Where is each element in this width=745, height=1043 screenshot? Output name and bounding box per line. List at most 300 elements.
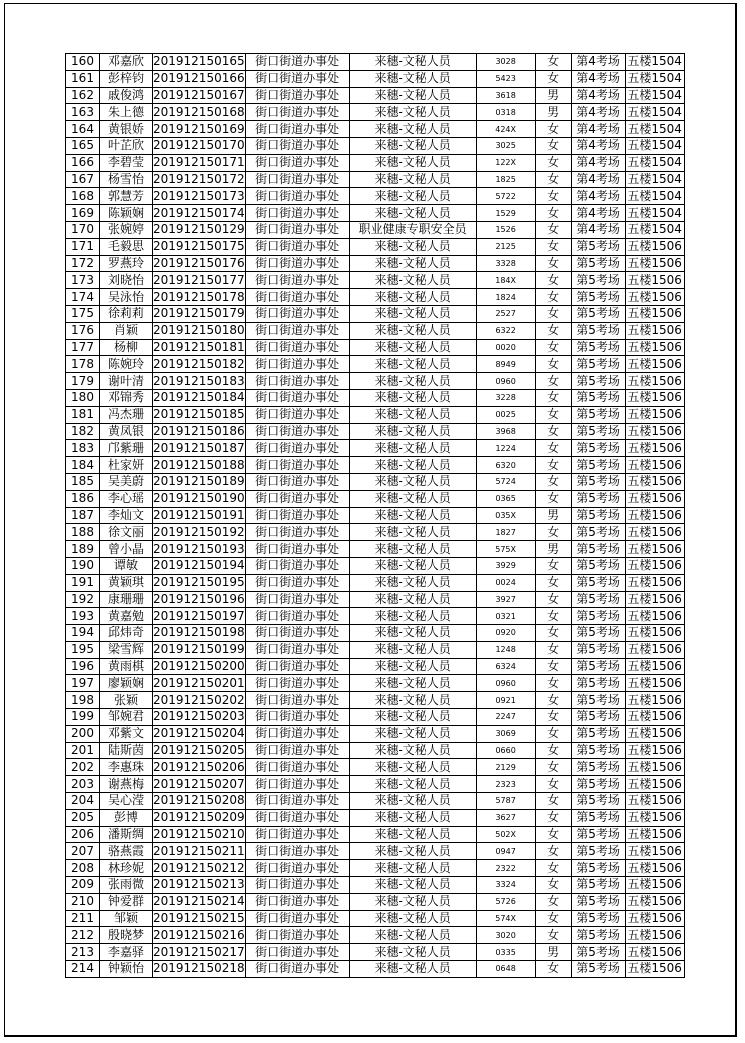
ticket-id-cell: 201912150186 bbox=[153, 423, 245, 438]
ticket-id-cell: 201912150218 bbox=[153, 961, 245, 976]
position-cell: 来穗-文秘人员 bbox=[349, 87, 476, 104]
seq-number-cell: 163 bbox=[66, 104, 100, 121]
location-cell: 五楼1504 bbox=[625, 104, 684, 121]
position-cell: 来穗-文秘人员 bbox=[349, 389, 476, 406]
location-cell: 五楼1506 bbox=[625, 809, 684, 826]
unit-cell: 街口街道办事处 bbox=[245, 776, 349, 793]
gender-cell: 女 bbox=[535, 440, 571, 457]
location-cell: 五楼1506 bbox=[625, 541, 684, 558]
ticket-id-cell: 201912150171 bbox=[153, 155, 245, 170]
table-row bbox=[66, 507, 685, 524]
table-row bbox=[66, 776, 685, 793]
exam-room-cell: 第4考场 bbox=[571, 221, 625, 238]
ticket-id-cell: 201912150193 bbox=[153, 541, 245, 556]
gender-cell: 男 bbox=[535, 104, 571, 121]
table-row bbox=[66, 944, 685, 961]
gender-cell: 女 bbox=[535, 658, 571, 675]
exam-room-cell: 第4考场 bbox=[571, 121, 625, 138]
id-suffix-cell: 1825 bbox=[476, 171, 535, 188]
exam-room-cell: 第4考场 bbox=[571, 188, 625, 205]
gender-cell: 女 bbox=[535, 457, 571, 474]
table-row bbox=[66, 961, 685, 978]
table-row bbox=[66, 322, 685, 339]
unit-cell: 街口街道办事处 bbox=[245, 121, 349, 138]
location-cell: 五楼1504 bbox=[625, 70, 684, 87]
ticket-id-cell: 201912150173 bbox=[153, 188, 245, 203]
ticket-id-cell: 201912150177 bbox=[153, 272, 245, 287]
position-cell: 来穗-文秘人员 bbox=[349, 742, 476, 759]
gender-cell: 女 bbox=[535, 574, 571, 591]
ticket-id-cell: 201912150196 bbox=[153, 591, 245, 606]
gender-cell: 男 bbox=[535, 541, 571, 558]
table-body bbox=[66, 54, 685, 978]
id-suffix-cell: 3927 bbox=[476, 591, 535, 608]
exam-room-cell: 第5考场 bbox=[571, 725, 625, 742]
gender-cell: 女 bbox=[535, 473, 571, 490]
seq-number-cell: 164 bbox=[66, 121, 100, 138]
table-row bbox=[66, 893, 685, 910]
location-cell: 五楼1506 bbox=[625, 927, 684, 944]
location-cell: 五楼1506 bbox=[625, 406, 684, 423]
position-cell: 来穗-文秘人员 bbox=[349, 793, 476, 810]
ticket-id-cell: 201912150201 bbox=[153, 675, 245, 690]
seq-number-cell: 202 bbox=[66, 759, 100, 776]
unit-cell: 街口街道办事处 bbox=[245, 944, 349, 961]
name-cell: 殷晓梦 bbox=[100, 927, 153, 944]
name-cell: 李碧莹 bbox=[100, 154, 153, 171]
seq-number-cell: 214 bbox=[66, 961, 100, 978]
unit-cell: 街口街道办事处 bbox=[245, 793, 349, 810]
name-cell: 彭梓钧 bbox=[100, 70, 153, 87]
table-row bbox=[66, 205, 685, 222]
table-row bbox=[66, 574, 685, 591]
name-cell: 邝紫珊 bbox=[100, 440, 153, 457]
id-suffix-cell: 6320 bbox=[476, 457, 535, 474]
seq-number-cell: 168 bbox=[66, 188, 100, 205]
seq-number-cell: 179 bbox=[66, 373, 100, 390]
unit-cell: 街口街道办事处 bbox=[245, 356, 349, 373]
name-cell: 徐文丽 bbox=[100, 524, 153, 541]
ticket-id-cell: 201912150214 bbox=[153, 894, 245, 909]
location-cell: 五楼1506 bbox=[625, 255, 684, 272]
location-cell: 五楼1506 bbox=[625, 709, 684, 726]
seq-number-cell: 197 bbox=[66, 675, 100, 692]
name-cell: 叶芷欣 bbox=[100, 137, 153, 154]
location-cell: 五楼1506 bbox=[625, 826, 684, 843]
location-cell: 五楼1506 bbox=[625, 843, 684, 860]
unit-cell: 街口街道办事处 bbox=[245, 322, 349, 339]
name-cell: 杨柳 bbox=[100, 339, 153, 356]
name-cell: 彭博 bbox=[100, 809, 153, 826]
location-cell: 五楼1506 bbox=[625, 557, 684, 574]
name-cell: 梁雪辉 bbox=[100, 641, 153, 658]
id-suffix-cell: 3069 bbox=[476, 725, 535, 742]
location-cell: 五楼1506 bbox=[625, 675, 684, 692]
exam-room-cell: 第5考场 bbox=[571, 641, 625, 658]
exam-room-cell: 第5考场 bbox=[571, 289, 625, 306]
id-suffix-cell: 575X bbox=[476, 541, 535, 558]
id-suffix-cell: 184X bbox=[476, 272, 535, 289]
unit-cell: 街口街道办事处 bbox=[245, 221, 349, 238]
seq-number-cell: 169 bbox=[66, 205, 100, 222]
table-row bbox=[66, 255, 685, 272]
exam-room-cell: 第5考场 bbox=[571, 541, 625, 558]
location-cell: 五楼1506 bbox=[625, 591, 684, 608]
seq-number-cell: 191 bbox=[66, 574, 100, 591]
gender-cell: 女 bbox=[535, 793, 571, 810]
gender-cell: 女 bbox=[535, 641, 571, 658]
unit-cell: 街口街道办事处 bbox=[245, 205, 349, 222]
seq-number-cell: 204 bbox=[66, 793, 100, 810]
gender-cell: 女 bbox=[535, 625, 571, 642]
ticket-id-cell: 201912150210 bbox=[153, 827, 245, 842]
position-cell: 来穗-文秘人员 bbox=[349, 473, 476, 490]
table-row bbox=[66, 272, 685, 289]
id-suffix-cell: 035X bbox=[476, 507, 535, 524]
seq-number-cell: 165 bbox=[66, 137, 100, 154]
seq-number-cell: 193 bbox=[66, 608, 100, 625]
unit-cell: 街口街道办事处 bbox=[245, 809, 349, 826]
table-row bbox=[66, 473, 685, 490]
ticket-id-cell: 201912150206 bbox=[153, 759, 245, 774]
table-row bbox=[66, 423, 685, 440]
gender-cell: 女 bbox=[535, 137, 571, 154]
seq-number-cell: 200 bbox=[66, 725, 100, 742]
name-cell: 李惠珠 bbox=[100, 759, 153, 776]
table-row bbox=[66, 860, 685, 877]
gender-cell: 女 bbox=[535, 289, 571, 306]
table-row bbox=[66, 826, 685, 843]
id-suffix-cell: 3020 bbox=[476, 927, 535, 944]
exam-room-cell: 第5考场 bbox=[571, 843, 625, 860]
id-suffix-cell: 2322 bbox=[476, 860, 535, 877]
gender-cell: 女 bbox=[535, 238, 571, 255]
unit-cell: 街口街道办事处 bbox=[245, 557, 349, 574]
id-suffix-cell: 2125 bbox=[476, 238, 535, 255]
ticket-id-cell: 201912150187 bbox=[153, 440, 245, 455]
unit-cell: 街口街道办事处 bbox=[245, 423, 349, 440]
unit-cell: 街口街道办事处 bbox=[245, 641, 349, 658]
name-cell: 徐莉莉 bbox=[100, 305, 153, 322]
exam-room-cell: 第4考场 bbox=[571, 205, 625, 222]
unit-cell: 街口街道办事处 bbox=[245, 305, 349, 322]
gender-cell: 女 bbox=[535, 154, 571, 171]
id-suffix-cell: 3028 bbox=[476, 54, 535, 71]
exam-room-cell: 第5考场 bbox=[571, 339, 625, 356]
location-cell: 五楼1506 bbox=[625, 944, 684, 961]
id-suffix-cell: 574X bbox=[476, 910, 535, 927]
exam-room-cell: 第5考场 bbox=[571, 809, 625, 826]
exam-room-cell: 第5考场 bbox=[571, 423, 625, 440]
unit-cell: 街口街道办事处 bbox=[245, 171, 349, 188]
ticket-id-cell: 201912150190 bbox=[153, 491, 245, 506]
position-cell: 来穗-文秘人员 bbox=[349, 54, 476, 71]
exam-room-cell: 第4考场 bbox=[571, 70, 625, 87]
ticket-id-cell: 201912150215 bbox=[153, 911, 245, 926]
seq-number-cell: 185 bbox=[66, 473, 100, 490]
seq-number-cell: 181 bbox=[66, 406, 100, 423]
position-cell: 来穗-文秘人员 bbox=[349, 608, 476, 625]
ticket-id-cell: 201912150191 bbox=[153, 507, 245, 522]
position-cell: 来穗-文秘人员 bbox=[349, 927, 476, 944]
id-suffix-cell: 0318 bbox=[476, 104, 535, 121]
exam-room-cell: 第5考场 bbox=[571, 893, 625, 910]
position-cell: 来穗-文秘人员 bbox=[349, 339, 476, 356]
seq-number-cell: 160 bbox=[66, 54, 100, 71]
ticket-id-cell: 201912150198 bbox=[153, 625, 245, 640]
position-cell: 来穗-文秘人员 bbox=[349, 457, 476, 474]
position-cell: 来穗-文秘人员 bbox=[349, 709, 476, 726]
position-cell: 来穗-文秘人员 bbox=[349, 641, 476, 658]
unit-cell: 街口街道办事处 bbox=[245, 910, 349, 927]
unit-cell: 街口街道办事处 bbox=[245, 961, 349, 978]
exam-room-cell: 第5考场 bbox=[571, 255, 625, 272]
gender-cell: 女 bbox=[535, 389, 571, 406]
exam-room-cell: 第5考场 bbox=[571, 322, 625, 339]
position-cell: 来穗-文秘人员 bbox=[349, 406, 476, 423]
name-cell: 黄嘉勉 bbox=[100, 608, 153, 625]
location-cell: 五楼1504 bbox=[625, 188, 684, 205]
location-cell: 五楼1506 bbox=[625, 507, 684, 524]
name-cell: 林珍妮 bbox=[100, 860, 153, 877]
ticket-id-cell: 201912150217 bbox=[153, 944, 245, 959]
seq-number-cell: 212 bbox=[66, 927, 100, 944]
exam-room-cell: 第5考场 bbox=[571, 524, 625, 541]
unit-cell: 街口街道办事处 bbox=[245, 373, 349, 390]
exam-room-cell: 第5考场 bbox=[571, 406, 625, 423]
position-cell: 来穗-文秘人员 bbox=[349, 289, 476, 306]
unit-cell: 街口街道办事处 bbox=[245, 675, 349, 692]
unit-cell: 街口街道办事处 bbox=[245, 692, 349, 709]
gender-cell: 女 bbox=[535, 860, 571, 877]
ticket-id-cell: 201912150211 bbox=[153, 843, 245, 858]
unit-cell: 街口街道办事处 bbox=[245, 893, 349, 910]
id-suffix-cell: 1824 bbox=[476, 289, 535, 306]
id-suffix-cell: 0025 bbox=[476, 406, 535, 423]
unit-cell: 街口街道办事处 bbox=[245, 625, 349, 642]
table-row bbox=[66, 709, 685, 726]
table-row bbox=[66, 339, 685, 356]
seq-number-cell: 176 bbox=[66, 322, 100, 339]
location-cell: 五楼1504 bbox=[625, 137, 684, 154]
id-suffix-cell: 0024 bbox=[476, 574, 535, 591]
table-row bbox=[66, 440, 685, 457]
unit-cell: 街口街道办事处 bbox=[245, 608, 349, 625]
gender-cell: 女 bbox=[535, 423, 571, 440]
table-row bbox=[66, 154, 685, 171]
position-cell: 来穗-文秘人员 bbox=[349, 423, 476, 440]
id-suffix-cell: 5787 bbox=[476, 793, 535, 810]
position-cell: 来穗-文秘人员 bbox=[349, 305, 476, 322]
exam-room-cell: 第5考场 bbox=[571, 709, 625, 726]
ticket-id-cell: 201912150178 bbox=[153, 289, 245, 304]
ticket-id-cell: 201912150192 bbox=[153, 524, 245, 539]
unit-cell: 街口街道办事处 bbox=[245, 188, 349, 205]
position-cell: 来穗-文秘人员 bbox=[349, 524, 476, 541]
id-suffix-cell: 3324 bbox=[476, 877, 535, 894]
id-suffix-cell: 0660 bbox=[476, 742, 535, 759]
id-suffix-cell: 1827 bbox=[476, 524, 535, 541]
unit-cell: 街口街道办事处 bbox=[245, 742, 349, 759]
candidate-table bbox=[65, 53, 685, 978]
location-cell: 五楼1504 bbox=[625, 87, 684, 104]
seq-number-cell: 211 bbox=[66, 910, 100, 927]
position-cell: 来穗-文秘人员 bbox=[349, 104, 476, 121]
location-cell: 五楼1506 bbox=[625, 305, 684, 322]
unit-cell: 街口街道办事处 bbox=[245, 137, 349, 154]
ticket-id-cell: 201912150175 bbox=[153, 239, 245, 254]
name-cell: 钟颖怡 bbox=[100, 961, 153, 978]
position-cell: 来穗-文秘人员 bbox=[349, 809, 476, 826]
name-cell: 李心瑶 bbox=[100, 490, 153, 507]
table-row bbox=[66, 171, 685, 188]
location-cell: 五楼1506 bbox=[625, 574, 684, 591]
exam-room-cell: 第4考场 bbox=[571, 137, 625, 154]
gender-cell: 女 bbox=[535, 490, 571, 507]
gender-cell: 男 bbox=[535, 944, 571, 961]
gender-cell: 女 bbox=[535, 809, 571, 826]
seq-number-cell: 180 bbox=[66, 389, 100, 406]
table-row bbox=[66, 641, 685, 658]
position-cell: 来穗-文秘人员 bbox=[349, 675, 476, 692]
location-cell: 五楼1506 bbox=[625, 608, 684, 625]
id-suffix-cell: 0335 bbox=[476, 944, 535, 961]
name-cell: 邓锦秀 bbox=[100, 389, 153, 406]
name-cell: 张婉婷 bbox=[100, 221, 153, 238]
name-cell: 邹颖 bbox=[100, 910, 153, 927]
unit-cell: 街口街道办事处 bbox=[245, 759, 349, 776]
id-suffix-cell: 5726 bbox=[476, 893, 535, 910]
position-cell: 来穗-文秘人员 bbox=[349, 877, 476, 894]
table-row bbox=[66, 457, 685, 474]
table-row bbox=[66, 608, 685, 625]
exam-room-cell: 第5考场 bbox=[571, 608, 625, 625]
seq-number-cell: 177 bbox=[66, 339, 100, 356]
exam-room-cell: 第5考场 bbox=[571, 272, 625, 289]
gender-cell: 女 bbox=[535, 322, 571, 339]
table-row bbox=[66, 927, 685, 944]
gender-cell: 女 bbox=[535, 759, 571, 776]
table-row bbox=[66, 373, 685, 390]
ticket-id-cell: 201912150209 bbox=[153, 810, 245, 825]
exam-room-cell: 第5考场 bbox=[571, 759, 625, 776]
gender-cell: 女 bbox=[535, 356, 571, 373]
location-cell: 五楼1506 bbox=[625, 742, 684, 759]
gender-cell: 女 bbox=[535, 54, 571, 71]
gender-cell: 女 bbox=[535, 843, 571, 860]
position-cell: 来穗-文秘人员 bbox=[349, 725, 476, 742]
seq-number-cell: 203 bbox=[66, 776, 100, 793]
name-cell: 邓嘉欣 bbox=[100, 54, 153, 71]
location-cell: 五楼1506 bbox=[625, 238, 684, 255]
table-row bbox=[66, 490, 685, 507]
table-row bbox=[66, 793, 685, 810]
id-suffix-cell: 0920 bbox=[476, 625, 535, 642]
position-cell: 来穗-文秘人员 bbox=[349, 557, 476, 574]
name-cell: 潘斯绸 bbox=[100, 826, 153, 843]
ticket-id-cell: 201912150165 bbox=[153, 54, 245, 69]
id-suffix-cell: 0321 bbox=[476, 608, 535, 625]
seq-number-cell: 194 bbox=[66, 625, 100, 642]
name-cell: 张雨微 bbox=[100, 877, 153, 894]
gender-cell: 女 bbox=[535, 255, 571, 272]
ticket-id-cell: 201912150185 bbox=[153, 407, 245, 422]
seq-number-cell: 186 bbox=[66, 490, 100, 507]
seq-number-cell: 182 bbox=[66, 423, 100, 440]
exam-room-cell: 第5考场 bbox=[571, 776, 625, 793]
name-cell: 肖颖 bbox=[100, 322, 153, 339]
table-row bbox=[66, 591, 685, 608]
name-cell: 邱炜奇 bbox=[100, 625, 153, 642]
id-suffix-cell: 1248 bbox=[476, 641, 535, 658]
position-cell: 来穗-文秘人员 bbox=[349, 826, 476, 843]
unit-cell: 街口街道办事处 bbox=[245, 709, 349, 726]
exam-room-cell: 第5考场 bbox=[571, 658, 625, 675]
gender-cell: 女 bbox=[535, 692, 571, 709]
id-suffix-cell: 0960 bbox=[476, 373, 535, 390]
id-suffix-cell: 1529 bbox=[476, 205, 535, 222]
seq-number-cell: 208 bbox=[66, 860, 100, 877]
gender-cell: 女 bbox=[535, 557, 571, 574]
table-row bbox=[66, 910, 685, 927]
id-suffix-cell: 2247 bbox=[476, 709, 535, 726]
unit-cell: 街口街道办事处 bbox=[245, 927, 349, 944]
gender-cell: 女 bbox=[535, 171, 571, 188]
ticket-id-cell: 201912150174 bbox=[153, 205, 245, 220]
id-suffix-cell: 1526 bbox=[476, 221, 535, 238]
position-cell: 来穗-文秘人员 bbox=[349, 272, 476, 289]
ticket-id-cell: 201912150172 bbox=[153, 171, 245, 186]
exam-room-cell: 第5考场 bbox=[571, 238, 625, 255]
table-row bbox=[66, 238, 685, 255]
name-cell: 毛毅思 bbox=[100, 238, 153, 255]
ticket-id-cell: 201912150194 bbox=[153, 558, 245, 573]
name-cell: 戚俊鸿 bbox=[100, 87, 153, 104]
ticket-id-cell: 201912150168 bbox=[153, 104, 245, 119]
ticket-id-cell: 201912150199 bbox=[153, 642, 245, 657]
position-cell: 来穗-文秘人员 bbox=[349, 944, 476, 961]
gender-cell: 女 bbox=[535, 406, 571, 423]
position-cell: 来穗-文秘人员 bbox=[349, 860, 476, 877]
name-cell: 廖颖娴 bbox=[100, 675, 153, 692]
unit-cell: 街口街道办事处 bbox=[245, 658, 349, 675]
table-row bbox=[66, 759, 685, 776]
unit-cell: 街口街道办事处 bbox=[245, 877, 349, 894]
unit-cell: 街口街道办事处 bbox=[245, 238, 349, 255]
exam-room-cell: 第5考场 bbox=[571, 860, 625, 877]
ticket-id-cell: 201912150181 bbox=[153, 339, 245, 354]
name-cell: 康珊珊 bbox=[100, 591, 153, 608]
location-cell: 五楼1506 bbox=[625, 658, 684, 675]
position-cell: 来穗-文秘人员 bbox=[349, 625, 476, 642]
exam-room-cell: 第5考场 bbox=[571, 457, 625, 474]
exam-room-cell: 第5考场 bbox=[571, 557, 625, 574]
unit-cell: 街口街道办事处 bbox=[245, 457, 349, 474]
table-row bbox=[66, 104, 685, 121]
gender-cell: 女 bbox=[535, 742, 571, 759]
exam-room-cell: 第4考场 bbox=[571, 171, 625, 188]
location-cell: 五楼1506 bbox=[625, 322, 684, 339]
position-cell: 来穗-文秘人员 bbox=[349, 70, 476, 87]
exam-room-cell: 第5考场 bbox=[571, 625, 625, 642]
location-cell: 五楼1506 bbox=[625, 759, 684, 776]
table-row bbox=[66, 305, 685, 322]
location-cell: 五楼1506 bbox=[625, 440, 684, 457]
gender-cell: 女 bbox=[535, 591, 571, 608]
seq-number-cell: 196 bbox=[66, 658, 100, 675]
seq-number-cell: 175 bbox=[66, 305, 100, 322]
seq-number-cell: 173 bbox=[66, 272, 100, 289]
